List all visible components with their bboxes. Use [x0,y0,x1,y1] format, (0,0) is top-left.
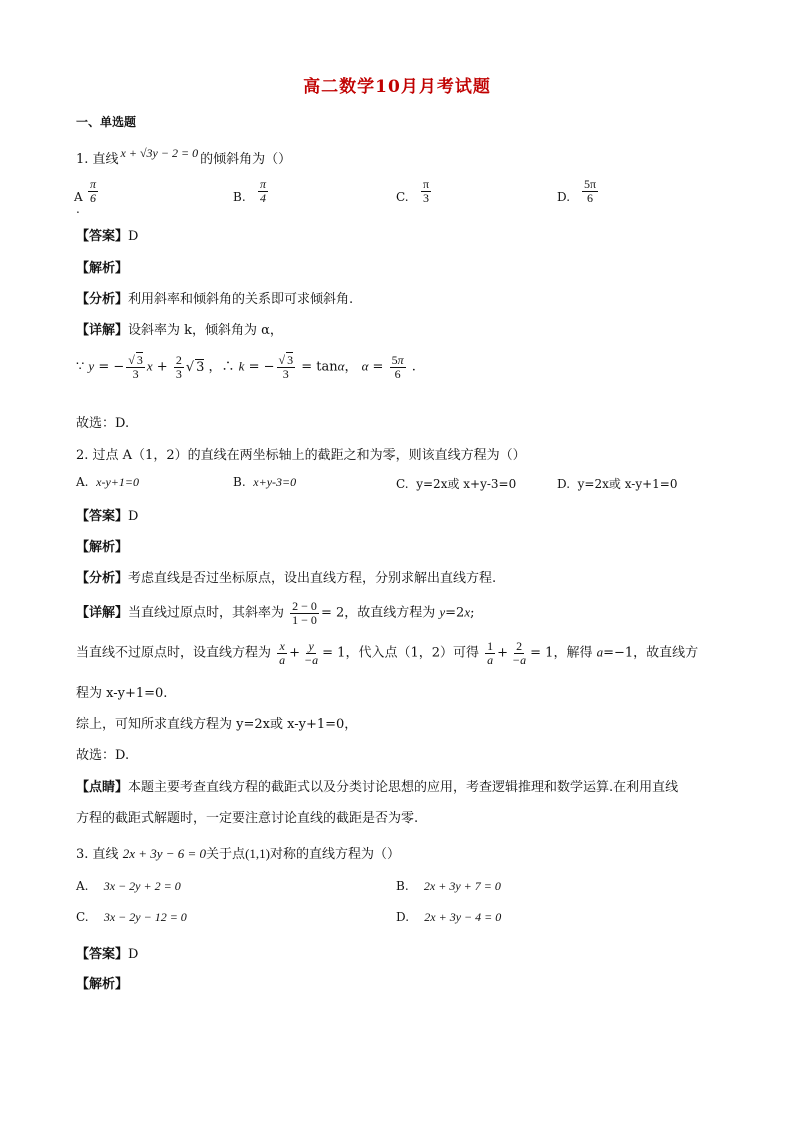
q1-choose: 故选：D. [76,416,130,431]
q1-option-d-value: $\frac{5\pi}{6}$ [584,177,597,205]
q2-option-d: D. y=2x或 x-y+1=0 [557,477,678,491]
q2-analysis-tag: 【解析】 [76,540,129,555]
q2-point-1: 【点睛】本题主要考查直线方程的截距式以及分类讨论思想的应用，考查逻辑推理和数学运算.在利用直线 [76,780,679,795]
q3-analysis-tag: 【解析】 [76,977,129,992]
q2-detail-3: 程为 x-y+1=0. [76,686,168,701]
q1-option-a-value: $\frac{\pi}{6}$ [90,177,97,205]
q1-option-b-label: B. [233,190,246,204]
q2-answer: 【答案】D [76,509,139,524]
q2-summary: 综上，可知所求直线方程为 y=2x或 x-y+1=0， [76,717,358,732]
q2-option-c: C. y=2x或 x+y-3=0 [396,477,517,491]
q1-option-c-value: $\frac{\pi}{3}$ [423,177,430,205]
section-heading: 一、单选题 [76,115,137,129]
q2-fenxi: 【分析】考虑直线是否过坐标原点，设出直线方程，分别求解出直线方程. [76,571,497,586]
q2-option-a: A. x-y+1=0 [76,475,139,489]
q1-stem [76,148,291,167]
q1-option-b-value: $\frac{\pi}{4}$ [260,177,267,205]
q1-option-c-label: C. [396,190,409,204]
q1-stem-tail: 的倾斜角为（） [200,152,292,167]
q1-option-a-label: A [74,190,83,204]
q2-choose: 故选：D. [76,748,130,763]
q1-detail-2: ∵ y = − √ $\frac{3}{3}$ x + $\frac{2}{3}$ √ 3 ，∴ k = − √ $\frac{3}{3}$ = tanα， α = $\frac{5\pi}{6}$ . [76,354,416,380]
q1-fenxi-text: 利用斜率和倾斜角的关系即可求倾斜角. [128,292,354,307]
q2-detail-1: 【详解】当直线过原点时，其斜率为 $\frac{2 - 0}{1 - 0}$ = 2，故直线方程为 y=2x; [76,599,475,627]
page-title: 高二数学10月月考试题 [303,77,491,97]
q3-option-b: B. 2x + 3y + 7 = 0 [396,879,501,893]
q3-equation: 2x + 3y − 6 = 0 [122,846,207,861]
q1-equation: x + √3y − 2 = 0 [120,146,199,160]
q3-stem: 3. 直线 2x + 3y − 6 = 0关于点(1,1)对称的直线方程为（） [76,846,400,862]
q2-point-2: 方程的截距式解题时，一定要注意讨论直线的截距是否为零. [76,811,419,826]
q2-stem: 2. 过点 A（1，2）的直线在两坐标轴上的截距之和为零，则该直线方程为（） [76,448,526,463]
q3-option-c: C. 3x − 2y − 12 = 0 [76,910,187,924]
q3-answer: 【答案】D [76,947,139,962]
q3-option-d: D. 2x + 3y − 4 = 0 [396,910,502,924]
q1-fenxi [76,288,353,307]
q1-option-d-label: D. [557,190,571,204]
q3-point: (1,1) [245,846,270,861]
q1-answer [76,225,138,244]
q2-detail-2: 当直线不过原点时，设直线方程为 $\frac{x}{a}$ + $\frac{y}{-a}$ = 1，代入点（1，2）可得 $\frac{1}{a}$ + $\frac{2}{-a}$ = 1，解得 a=−1，故直线方 [76,639,699,667]
q3-option-a: A. 3x − 2y + 2 = 0 [76,879,181,893]
q1-answer-value: D [128,229,139,244]
q1-option-a-dot: . [76,202,80,216]
answer-tag: 【答案】 [76,229,129,244]
q1-number: 1. 直线 [76,152,119,167]
q1-analysis-tag: 【解析】 [76,261,129,276]
q1-detail-1-text: 设斜率为 k，倾斜角为 α， [128,323,283,338]
fenxi-tag: 【分析】 [76,292,129,307]
detail-tag: 【详解】 [76,323,129,338]
q1-detail-1 [76,319,283,338]
q2-option-b: B. x+y-3=0 [233,475,297,489]
